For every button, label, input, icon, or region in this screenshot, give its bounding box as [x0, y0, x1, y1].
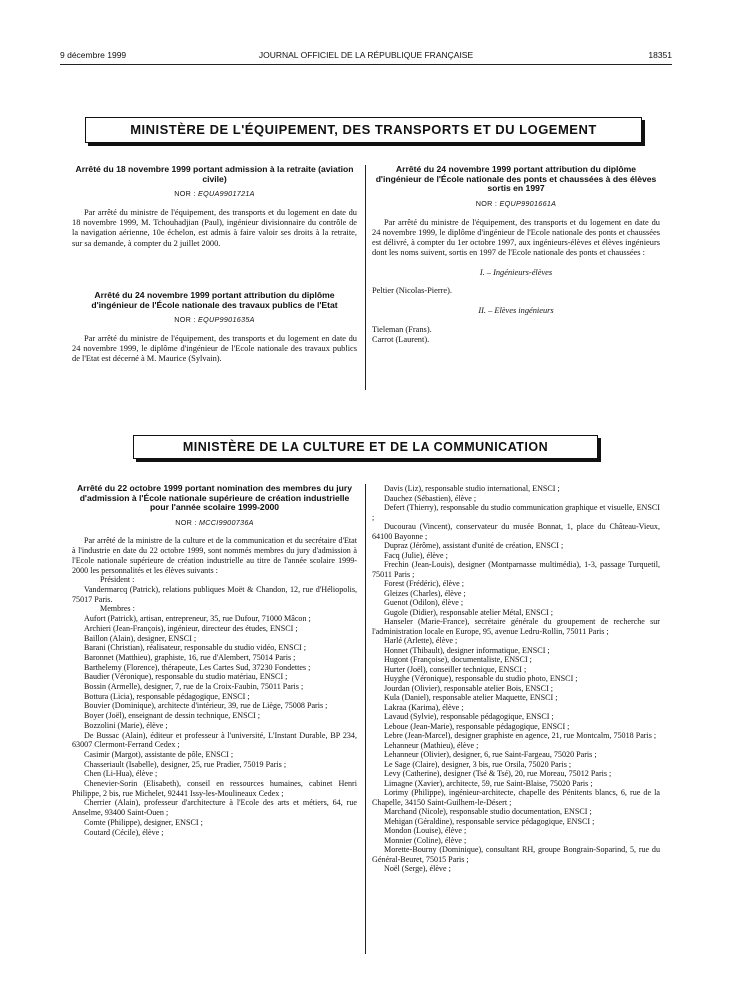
- jury-member-entry: Monnier (Coline), élève ;: [384, 835, 467, 845]
- jury-member-entry: Harlé (Arlette), élève ;: [384, 636, 458, 645]
- column-divider: [365, 165, 366, 390]
- jury-member-entry: Morette-Bourny (Dominique), consultant RH, groupe Bongrain-Soparind, 5, rue du Général-Beuret, 75015 Paris ;: [372, 845, 660, 864]
- subsection-heading: I. – Ingénieurs-élèves: [479, 268, 553, 278]
- jury-member-entry: Honnet (Thibault), designer informatique, ENSCI ;: [384, 645, 550, 655]
- jury-member-entry: Gugole (Didier), responsable atelier Métal, ENSCI ;: [384, 607, 554, 617]
- president-entry: Vandermarcq (Patrick), relations publiques Moët & Chandon, 12, rue d'Héliopolis, 75017 Paris.: [72, 585, 357, 604]
- jury-member-entry: De Bussac (Alain), éditeur et professeur à l'université, L'Instant Durable, BP 234, 63007 Clermont-Ferrand Cedex ;: [72, 730, 357, 750]
- arrete-title: Arrêté du 24 novembre 1999 portant attribution du diplôme d'ingénieur de l'École nationale des travaux publics de l'Etat: [91, 290, 338, 310]
- jury-member-entry: Archieri (Jean-François), ingénieur, directeur des études, ENSCI ;: [84, 623, 298, 633]
- jury-member-entry: Barani (Christian), réalisateur, responsable du studio vidéo, ENSCI ;: [84, 643, 306, 653]
- nor-line: NOR : EQUP9901635A: [174, 315, 255, 325]
- name-line: Peltier (Nicolas-Pierre).: [372, 286, 452, 296]
- jury-member-entry: Barthelemy (Florence), thérapeute, Les Cartes Sud, 37230 Fondettes ;: [84, 662, 311, 672]
- jury-member-entry: Bottura (Licia), responsable pédagogique, ENSCI ;: [84, 691, 250, 701]
- jury-member-entry: Baudier (Véronique), responsable du studio matériau, ENSCI ;: [84, 672, 288, 682]
- members-list-right: [372, 484, 660, 874]
- members-list-left: [72, 614, 357, 837]
- jury-member-entry: Levy (Catherine), designer (Tsé & Tsé), 20, rue Moreau, 75012 Paris ;: [384, 769, 612, 778]
- header-page-number: 18351: [648, 50, 672, 60]
- jury-member-entry: Defert (Thierry), responsable du studio communication graphique et visuelle, ENSCI ;: [372, 503, 660, 522]
- header-journal: JOURNAL OFFICIEL DE LA RÉPUBLIQUE FRANÇAISE: [258, 50, 474, 60]
- jury-member-entry: Frechin (Jean-Louis), designer (Montparnasse multimédia), 1-3, passage Turquetil, 75011 Paris ;: [372, 560, 660, 579]
- arrete-text: Par arrêté du ministre de l'équipement, des transports et du logement en date du 24 novembre 1999, le diplôme d'ingénieur de l'Ecole nationale des travaux publics de l'Etat est décerné à M. Maurice (Sylvain).: [72, 334, 357, 364]
- jury-member-entry: Comte (Philippe), designer, ENSCI ;: [84, 817, 203, 827]
- jury-member-entry: Le Sage (Claire), designer, 3 bis, rue Orsila, 75020 Paris ;: [384, 759, 572, 769]
- header-date: 9 décembre 1999: [60, 50, 127, 60]
- jury-member-entry: Davis (Liz), responsable studio international, ENSCI ;: [384, 484, 560, 493]
- arrete-text: Par arrêté du ministre de l'équipement, des transports et du logement en date du 18 novembre 1999, M. Tchouhadjian (Paul), ingénieur divisionnaire du contrôle de la navigation aérienne, 10e échelon, est admis à faire valoir ses droits à la retraite, sur sa demande, à compter du 2 juillet 2000.: [72, 208, 357, 248]
- ministry-banner-culture: MINISTÈRE DE LA CULTURE ET DE LA COMMUNICATION: [133, 435, 598, 459]
- arrete-text: Par arrêté de la ministre de la culture et de la communication et du secrétaire d'Etat à l'industrie en date du 22 octobre 1999, sont nommés membres du jury d'admission à l'Ecole nationale supérieure de création industrielle au titre de l'année scolaire 1999-2000 les personnalités et les élèves suivants :: [72, 536, 357, 575]
- jury-member-entry: Casimir (Margot), assistante de pôle, ENSCI ;: [84, 749, 234, 759]
- nor-line: NOR : EQUP9901661A: [475, 198, 557, 208]
- jury-member-entry: Coutard (Cécile), élève ;: [84, 827, 164, 837]
- jury-member-entry: Mondon (Louise), élève ;: [384, 826, 467, 835]
- subsection-heading: II. – Elèves ingénieurs: [478, 306, 554, 316]
- jury-member-entry: Dupraz (Jérôme), assistant d'unité de création, ENSCI ;: [384, 541, 564, 550]
- arrete-jury-ensci: [72, 484, 357, 837]
- arrete-diplome-tpe: [72, 291, 357, 365]
- jury-member-entry: Chenevier-Sorin (Elisabeth), conseil en ressources humaines, cabinet Henri Philippe, 2 bis, rue Michelet, 92441 Issy-les-Moulineaux Cedex ;: [72, 779, 357, 798]
- jury-member-entry: Mehigan (Géraldine), responsable service pédagogique, ENSCI ;: [384, 816, 595, 826]
- jury-member-entry: Hugont (Françoise), documentaliste, ENSCI ;: [384, 655, 532, 664]
- arrete-diplome-ponts: [372, 165, 660, 345]
- jury-member-entry: Cherrier (Alain), professeur d'architecture à l'Ecole des arts et métiers, 64, rue Anselme, 93400 Saint-Ouen ;: [72, 798, 357, 818]
- name-line: Carrot (Laurent).: [372, 334, 430, 344]
- jury-member-entry: Bouvier (Dominique), architecte d'intérieur, 39, rue de Liège, 75008 Paris ;: [84, 701, 328, 711]
- jury-member-entry: Baronnet (Matthieu), graphiste, 16, rue d'Alembert, 75014 Paris ;: [84, 652, 296, 662]
- jury-member-entry: Noël (Serge), élève ;: [384, 864, 451, 873]
- jury-member-entry: Forest (Frédéric), élève ;: [384, 579, 465, 588]
- arrete-title: Arrêté du 18 novembre 1999 portant admission à la retraite (aviation civile): [75, 164, 354, 184]
- jury-member-entry: Lehanneur (Olivier), designer, 6, rue Saint-Fargeau, 75020 Paris ;: [384, 750, 597, 759]
- membres-label: Membres :: [100, 604, 135, 614]
- jury-member-entry: Lebre (Jean-Marcel), designer graphiste en agence, 21, rue Montcalm, 75018 Paris ;: [384, 731, 657, 740]
- jury-member-entry: Leboue (Jean-Marie), responsable pédagogique, ENSCI ;: [384, 721, 570, 731]
- column-divider: [365, 484, 366, 954]
- jury-member-entry: Hurter (Joël), conseiller technique, ENSCI ;: [384, 664, 527, 674]
- arrete-retraite: [72, 165, 357, 249]
- members-continued: [372, 484, 660, 874]
- arrete-title: Arrêté du 24 novembre 1999 portant attribution du diplôme d'ingénieur de l'École nationale des ponts et chaussées à des élèves sortis en 1997: [375, 164, 657, 194]
- jury-member-entry: Gleizes (Charles), élève ;: [384, 588, 466, 598]
- jury-member-entry: Jourdan (Olivier), responsable atelier Bois, ENSCI ;: [384, 683, 554, 693]
- jury-member-entry: Hanseler (Marie-France), secrétaire générale du groupement de recherche sur l'administration locale en Europe, 95, avenue Ledru-Rollin, 75011 Paris ;: [372, 617, 660, 636]
- jury-member-entry: Bossin (Armelle), designer, 7, rue de la Croix-Faubin, 75011 Paris ;: [84, 682, 304, 692]
- jury-member-entry: Chasseriault (Isabelle), designer, 25, rue Pradier, 75019 Paris ;: [84, 759, 287, 769]
- nor-line: NOR : EQUA9901721A: [174, 189, 255, 199]
- jury-member-entry: Dauchez (Sébastien), élève ;: [384, 493, 477, 503]
- arrete-text: Par arrêté du ministre de l'équipement, des transports et du logement en date du 24 novembre 1999, le diplôme d'ingénieur de l'Ecole nationale des ponts et chaussées est délivré, à compter du 1er octobre 1997, aux ingénieurs-élèves et élèves ingénieurs dont les noms suivent, sortis en 1997 de l'Ecole nationale des ponts et chaussées :: [372, 217, 660, 258]
- page-header: [60, 50, 672, 65]
- jury-member-entry: Marchand (Nicole), responsable studio documentation, ENSCI ;: [384, 807, 592, 816]
- jury-member-entry: Lorimy (Philippe), ingénieur-architecte, chapelle des Pénitents blancs, 6, rue de la Chapelle, 34150 Saint-Guilhem-le-Désert ;: [372, 788, 660, 807]
- jury-member-entry: Boyer (Joël), enseignant de dessin technique, ENSCI ;: [84, 711, 260, 721]
- jury-member-entry: Ducourau (Vincent), conservateur du musée Bonnat, 1, place du Château-Vieux, 64100 Bayonne ;: [372, 522, 660, 541]
- jury-member-entry: Huyghe (Véronique), responsable du studio photo, ENSCI ;: [384, 674, 578, 683]
- jury-member-entry: Facq (Julie), élève ;: [384, 550, 448, 560]
- jury-member-entry: Chen (Li-Hua), élève ;: [84, 769, 158, 779]
- jury-member-entry: Lakraa (Karima), élève ;: [384, 702, 464, 712]
- jury-member-entry: Lehanneur (Mathieu), élève ;: [384, 740, 479, 750]
- arrete-title: Arrêté du 22 octobre 1999 portant nomination des membres du jury d'admission à l'École nationale supérieure de création industrielle pour l'année scolaire 1999-2000: [76, 483, 353, 513]
- nor-line: NOR : MCCI9900736A: [175, 517, 254, 527]
- jury-member-entry: Lavaud (Sylvie), responsable pédagogique, ENSCI ;: [384, 712, 554, 721]
- jury-member-entry: Guenot (Odilon), élève ;: [384, 598, 464, 607]
- jury-member-entry: Baillon (Alain), designer, ENSCI ;: [84, 633, 197, 643]
- name-line: Tieleman (Frans).: [372, 324, 432, 334]
- ministry-banner-equipement: MINISTÈRE DE L'ÉQUIPEMENT, DES TRANSPORTS ET DU LOGEMENT: [85, 117, 642, 143]
- jury-member-entry: Kula (Daniel), responsable atelier Maquette, ENSCI ;: [384, 693, 558, 702]
- jury-member-entry: Aufort (Patrick), artisan, entrepreneur, 35, rue Dufour, 71000 Mâcon ;: [84, 614, 311, 624]
- president-label: Président :: [100, 575, 135, 585]
- jury-member-entry: Bozzolini (Marie), élève ;: [84, 720, 168, 730]
- jury-member-entry: Limagne (Xavier), architecte, 59, rue Saint-Blaise, 75020 Paris ;: [384, 778, 593, 788]
